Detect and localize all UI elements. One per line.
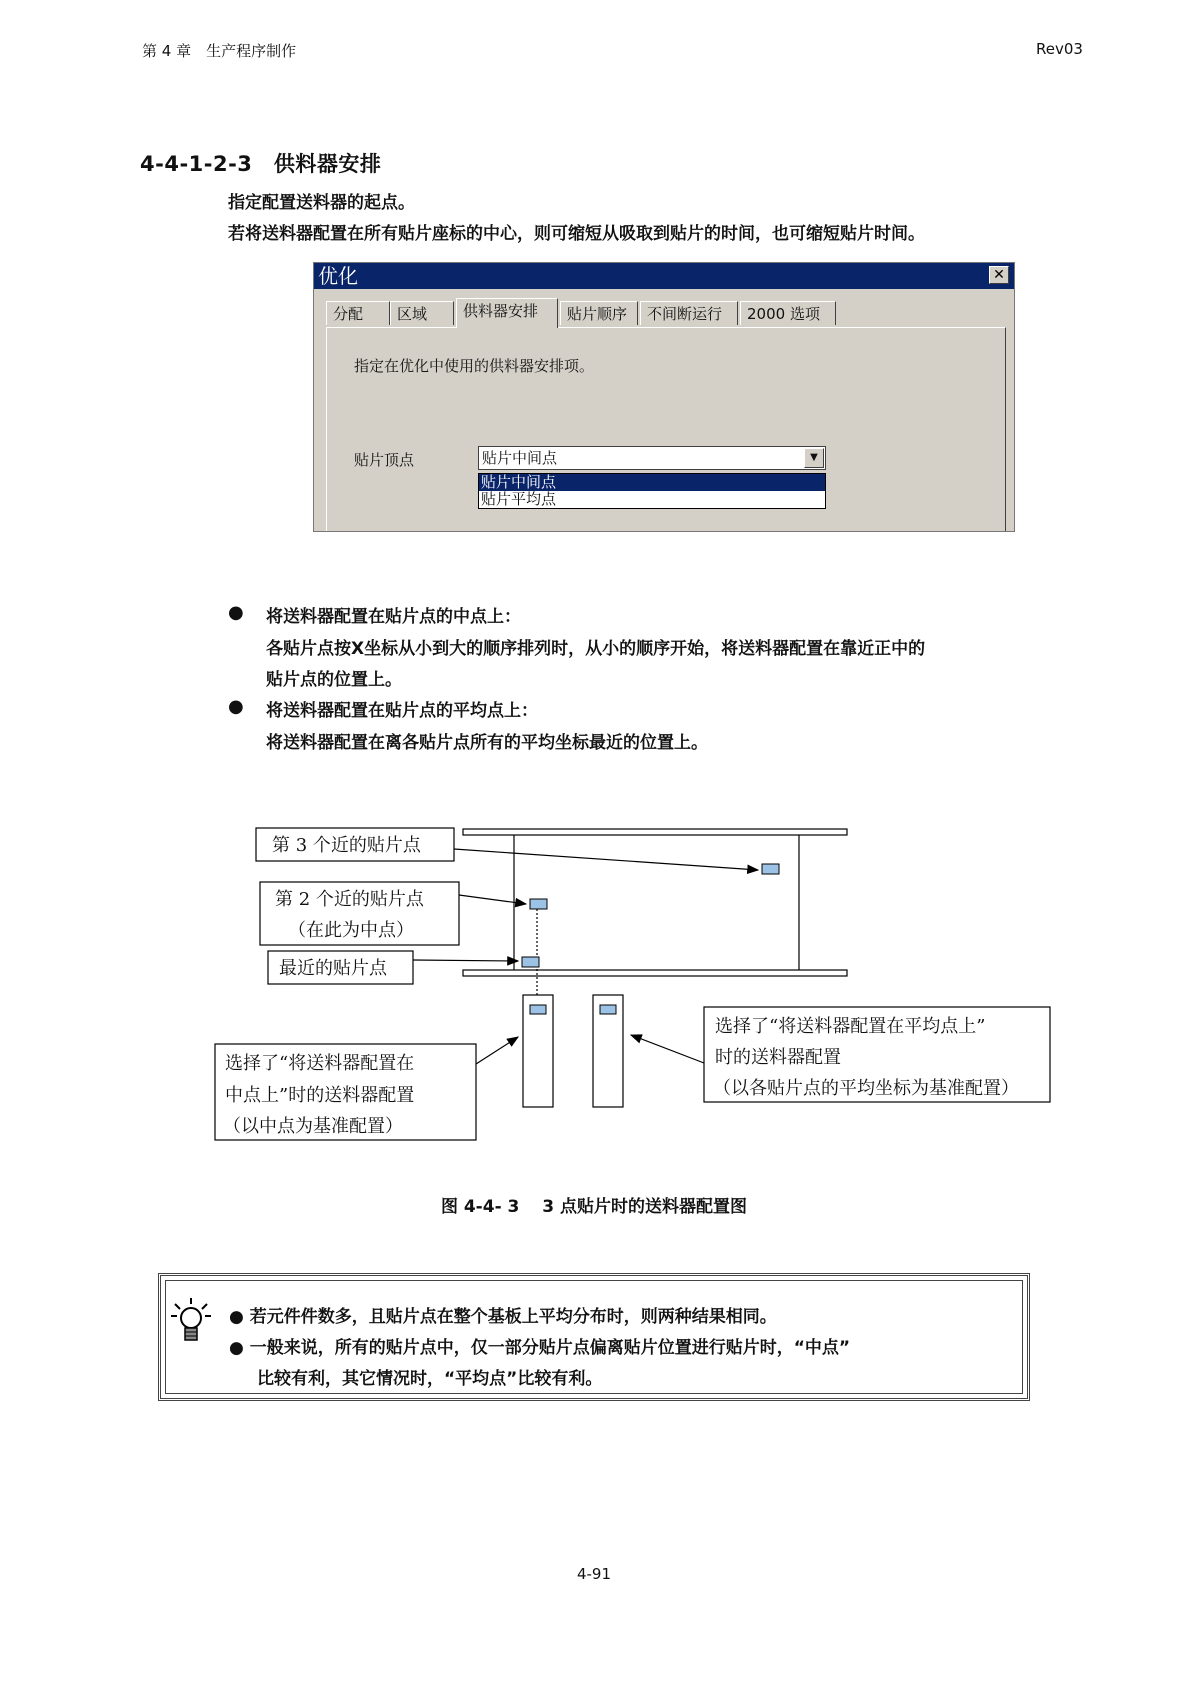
tab-2000-options[interactable]: 2000 选项 xyxy=(740,301,836,325)
bullet-2-title: 将送料器配置在贴片点的平均点上： xyxy=(266,701,538,721)
board-rail-top xyxy=(463,829,847,835)
tip-line-3: 比较有利，其它情况时，“平均点”比较有利。 xyxy=(257,1369,603,1389)
chapter-header: 第 4 章 生产程序制作 xyxy=(142,42,297,60)
page-number: 4-91 xyxy=(576,1565,612,1583)
tab-placement-order[interactable]: 贴片顺序 xyxy=(560,301,638,325)
chevron-down-icon[interactable]: ▼ xyxy=(804,448,824,468)
left-note-c: （以中点为基准配置） xyxy=(223,1116,403,1137)
intro-line-1: 指定配置送料器的起点。 xyxy=(228,193,415,213)
tab-assign[interactable]: 分配 xyxy=(326,301,390,325)
dialog-title: 优化 xyxy=(318,264,358,288)
tip-box xyxy=(158,1273,1030,1401)
board-rail-bottom xyxy=(463,970,847,976)
label-3rd: 第 3 个近的贴片点 xyxy=(272,835,421,856)
option-average[interactable]: 贴片平均点 xyxy=(481,490,557,508)
lightbulb-icon xyxy=(171,1298,211,1344)
tip-line-1: ● 若元件件数多，且贴片点在整个基板上平均分布时，则两种结果相同。 xyxy=(229,1307,777,1327)
bullet-2-body-1: 将送料器配置在离各贴片点所有的平均坐标最近的位置上。 xyxy=(266,733,708,753)
left-note-a: 选择了“将送料器配置在 xyxy=(225,1053,415,1074)
label-2nd-b: （在此为中点） xyxy=(288,920,414,941)
dialog-description: 指定在优化中使用的供料器安排项。 xyxy=(354,357,595,375)
bullet-1-body-2: 贴片点的位置上。 xyxy=(266,670,402,690)
bullet-icon: ● xyxy=(228,696,244,717)
placement-point-2 xyxy=(530,899,547,909)
bullet-1-title: 将送料器配置在贴片点的中点上： xyxy=(266,607,521,627)
right-note-b: 时的送料器配置 xyxy=(715,1047,841,1068)
label-nearest: 最近的贴片点 xyxy=(279,958,387,979)
left-note-b: 中点上”时的送料器配置 xyxy=(225,1085,415,1106)
figure-caption: 图 4-4- 3 3 点贴片时的送料器配置图 xyxy=(440,1197,748,1217)
field-label: 贴片顶点 xyxy=(354,451,415,469)
tab-continuous-run[interactable]: 不间断运行 xyxy=(640,301,738,325)
revision-label: Rev03 xyxy=(1036,40,1083,58)
tab-feeder-arrangement[interactable]: 供料器安排 xyxy=(456,298,558,328)
close-icon[interactable]: ✕ xyxy=(989,266,1009,284)
bullet-icon: ● xyxy=(228,602,244,623)
placement-point-3 xyxy=(762,864,779,874)
tip-line-2: ● 一般来说，所有的贴片点中，仅一部分贴片点偏离贴片位置进行贴片时，“中点” xyxy=(229,1338,851,1358)
intro-line-2: 若将送料器配置在所有贴片座标的中心，则可缩短从吸取到贴片的时间，也可缩短贴片时间。 xyxy=(228,224,925,244)
bullet-1-body-1: 各贴片点按X坐标从小到大的顺序排列时，从小的顺序开始，将送料器配置在靠近正中的 xyxy=(266,639,926,659)
select-value: 贴片中间点 xyxy=(482,449,558,467)
right-note-a: 选择了“将送料器配置在平均点上” xyxy=(715,1016,986,1037)
tab-area[interactable]: 区域 xyxy=(390,301,454,325)
option-midpoint[interactable]: 贴片中间点 xyxy=(479,474,825,491)
placement-point-1 xyxy=(522,957,539,967)
right-note-c: （以各贴片点的平均坐标为基准配置） xyxy=(713,1078,1019,1099)
label-2nd-a: 第 2 个近的贴片点 xyxy=(275,889,424,910)
section-title: 4-4-1-2-3 供料器安排 xyxy=(140,152,382,176)
